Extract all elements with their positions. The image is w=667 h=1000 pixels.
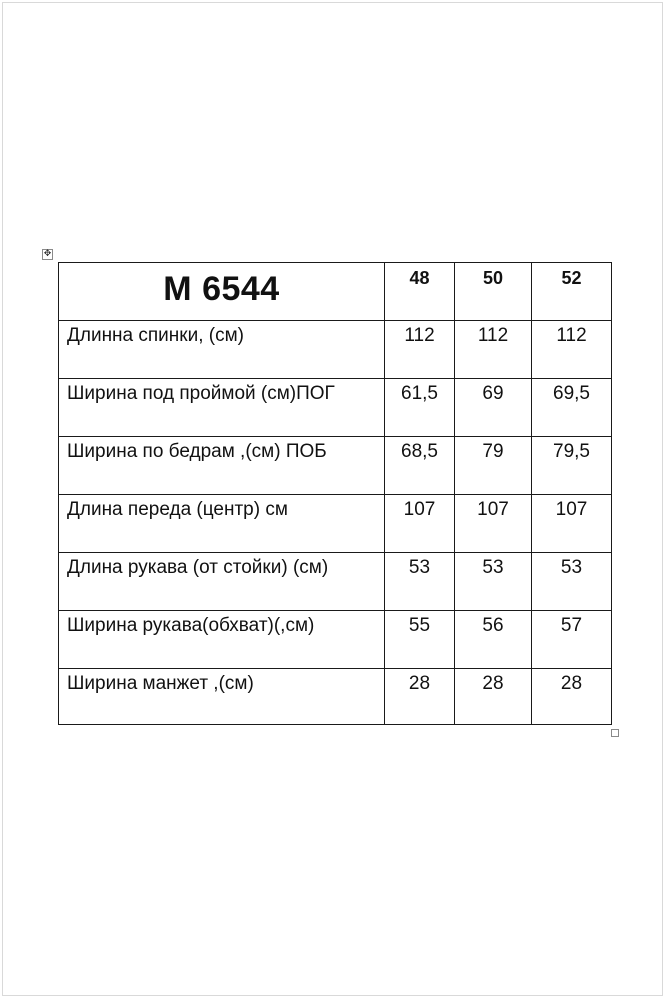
model-cell bbox=[59, 263, 385, 321]
table-row bbox=[59, 611, 612, 669]
value-cell bbox=[455, 379, 532, 437]
size-header: 48 bbox=[409, 268, 430, 288]
table-resize-handle-icon[interactable] bbox=[611, 729, 619, 737]
measurement-value: 112 bbox=[556, 325, 587, 346]
value-cell bbox=[385, 437, 455, 495]
table-header-row bbox=[59, 263, 612, 321]
table-row bbox=[59, 669, 612, 725]
size-chart-table bbox=[58, 262, 612, 725]
measurement-value: 68,5 bbox=[401, 441, 438, 462]
value-cell bbox=[385, 669, 455, 725]
measurement-value: 56 bbox=[482, 615, 504, 636]
size-header: 52 bbox=[561, 268, 582, 288]
measurement-value: 112 bbox=[404, 325, 435, 346]
measurement-label: Ширина под проймой (см)ПОГ bbox=[67, 383, 335, 404]
model-number: M 6544 bbox=[163, 270, 280, 308]
table-row bbox=[59, 437, 612, 495]
measurement-label: Ширина манжет ,(см) bbox=[67, 673, 254, 694]
measurement-label: Ширина рукава(обхват)(,см) bbox=[67, 615, 315, 636]
measurement-value: 107 bbox=[555, 499, 588, 520]
label-cell bbox=[59, 321, 385, 379]
table-row bbox=[59, 553, 612, 611]
measurement-value: 53 bbox=[408, 557, 431, 578]
value-cell bbox=[455, 611, 532, 669]
measurement-label: Длина переда (центр) см bbox=[67, 499, 288, 520]
value-cell bbox=[385, 495, 455, 553]
value-cell bbox=[532, 669, 612, 725]
value-cell bbox=[455, 495, 532, 553]
measurement-label: Ширина по бедрам ,(см) ПОБ bbox=[67, 441, 327, 462]
measurement-value: 112 bbox=[477, 325, 509, 346]
size-header-cell bbox=[532, 263, 612, 321]
value-cell bbox=[532, 553, 612, 611]
measurement-value: 53 bbox=[560, 557, 583, 578]
label-cell bbox=[59, 495, 385, 553]
value-cell bbox=[532, 321, 612, 379]
table-row bbox=[59, 379, 612, 437]
measurement-value: 55 bbox=[408, 615, 431, 636]
value-cell bbox=[532, 495, 612, 553]
measurement-value: 107 bbox=[477, 499, 509, 520]
measurement-value: 28 bbox=[408, 673, 431, 694]
table-row bbox=[59, 495, 612, 553]
measurement-label: Длинна спинки, (см) bbox=[67, 325, 244, 346]
size-header-cell bbox=[455, 263, 532, 321]
measurement-value: 69,5 bbox=[553, 383, 590, 404]
value-cell bbox=[455, 669, 532, 725]
value-cell bbox=[455, 553, 532, 611]
value-cell bbox=[385, 321, 455, 379]
value-cell bbox=[385, 611, 455, 669]
table-move-handle-icon[interactable]: ✥ bbox=[43, 249, 52, 259]
measurement-value: 79 bbox=[482, 441, 504, 462]
measurement-value: 61,5 bbox=[401, 383, 438, 404]
size-header-cell bbox=[385, 263, 455, 321]
value-cell bbox=[532, 437, 612, 495]
measurement-value: 28 bbox=[482, 673, 504, 694]
label-cell bbox=[59, 379, 385, 437]
value-cell bbox=[532, 379, 612, 437]
label-cell bbox=[59, 553, 385, 611]
measurement-label: Длина рукава (от стойки) (см) bbox=[67, 557, 329, 578]
label-cell bbox=[59, 669, 385, 725]
size-header: 50 bbox=[482, 268, 504, 288]
value-cell bbox=[385, 553, 455, 611]
value-cell bbox=[455, 437, 532, 495]
measurement-value: 69 bbox=[482, 383, 504, 404]
measurement-value: 53 bbox=[482, 557, 504, 578]
measurement-value: 79,5 bbox=[553, 441, 590, 462]
label-cell bbox=[59, 437, 385, 495]
label-cell bbox=[59, 611, 385, 669]
value-cell bbox=[385, 379, 455, 437]
table-row bbox=[59, 321, 612, 379]
value-cell bbox=[532, 611, 612, 669]
value-cell bbox=[455, 321, 532, 379]
measurement-value: 28 bbox=[560, 673, 583, 694]
measurement-value: 57 bbox=[560, 615, 583, 636]
measurement-value: 107 bbox=[403, 499, 436, 520]
